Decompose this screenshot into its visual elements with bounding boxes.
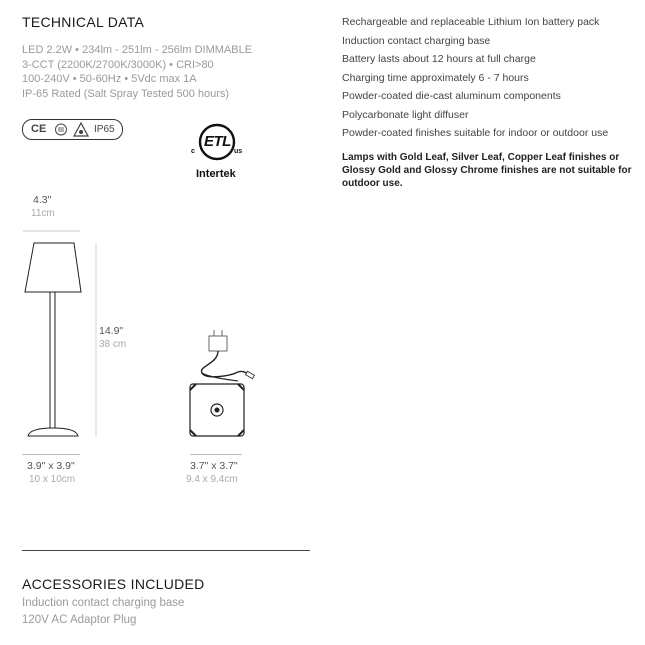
spec-line-ip-rating: IP-65 Rated (Salt Spray Tested 500 hours): [22, 87, 230, 100]
lamp-width-cm: 11cm: [31, 208, 55, 219]
charger-size-cm: 9.4 x 9.4cm: [186, 474, 238, 485]
charger-drawing: [180, 328, 260, 440]
feature-item: Battery lasts about 12 hours at full charge: [342, 53, 536, 65]
etl-c-text: c: [191, 148, 195, 155]
feature-item: Powder-coated finishes suitable for indoor or outdoor use: [342, 127, 609, 139]
feature-list: [342, 13, 608, 143]
accessories-list: [22, 595, 184, 629]
lamp-base-inches: 3.9" x 3.9": [27, 460, 75, 472]
spec-list: [22, 43, 252, 101]
spec-line-voltage: 100-240V • 50-60Hz • 5Vdc max 1A: [22, 73, 197, 85]
feature-item: Powder-coated die-cast aluminum components: [342, 90, 561, 102]
section-divider: [22, 550, 310, 551]
feature-item: Charging time approximately 6 - 7 hours: [342, 71, 529, 84]
accessory-item: Induction contact charging base: [22, 597, 185, 609]
charger-size-inches: 3.7" x 3.7": [190, 460, 238, 472]
etl-us-text: us: [234, 148, 243, 155]
technical-data-title: TECHNICAL DATA: [22, 14, 145, 30]
triangle-mark-icon: [73, 122, 89, 137]
lamp-height-inches: 14.9": [99, 325, 124, 337]
feature-item: Induction contact charging base: [342, 34, 491, 47]
ip65-label: IP65: [94, 124, 115, 135]
lamp-width-inches: 4.3": [33, 194, 52, 206]
charger-dimension-line: [190, 454, 242, 455]
etl-intertek-logo: [191, 122, 243, 184]
accessory-item: 120V AC Adaptor Plug: [22, 614, 137, 626]
lamp-base-cm: 10 x 10cm: [29, 474, 76, 485]
spec-line-power: LED 2.2W • 234lm - 251lm - 256lm DIMMABLE: [22, 44, 253, 56]
ce-mark-icon: CE: [31, 123, 47, 135]
spec-line-cct: 3-CCT (2200K/2700K/3000K) • CRI>80: [22, 58, 214, 71]
certification-circle-icon: [54, 123, 68, 136]
outdoor-note: Lamps with Gold Leaf, Silver Leaf, Copper Leaf finishes or Glossy Gold and Glossy Chrome finishes are not suitable for outdoor use.: [342, 152, 632, 189]
lamp-height-cm: 38 cm: [99, 339, 127, 350]
lamp-drawing: [18, 226, 108, 442]
certification-badge: [22, 119, 123, 140]
accessories-title: ACCESSORIES INCLUDED: [22, 576, 205, 592]
intertek-text: Intertek: [196, 168, 236, 180]
lamp-base-dimension-line: [22, 454, 80, 455]
etl-mark-text: ETL: [204, 133, 231, 150]
feature-item: Polycarbonate light diffuser: [342, 108, 469, 121]
feature-item: Rechargeable and replaceable Lithium Ion battery pack: [342, 16, 600, 28]
